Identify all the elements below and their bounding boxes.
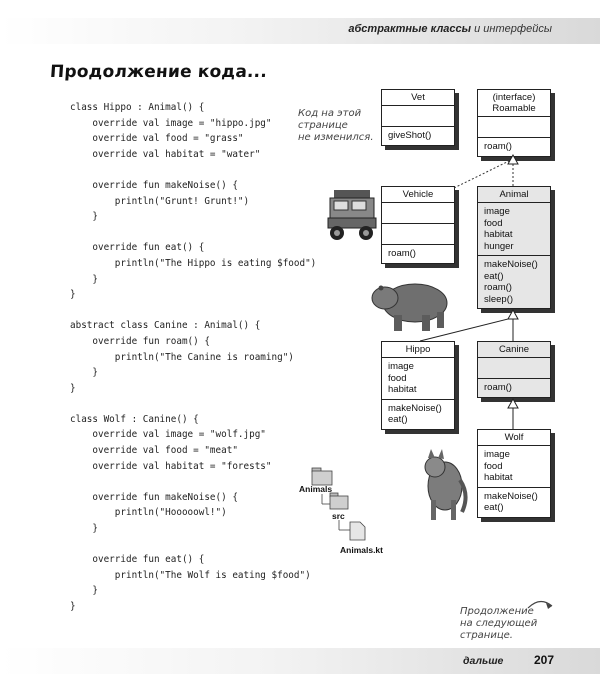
uml-wolf-name: Wolf — [478, 430, 550, 446]
code-line: override val habitat = "water" — [70, 148, 261, 160]
code-line: } — [70, 289, 76, 301]
code-line: } — [70, 273, 98, 285]
uml-animal-props: image food habitat hunger — [478, 203, 550, 256]
uml-vet-methods: giveShot() — [388, 130, 432, 141]
uml-animal-methods: makeNoise() eat() roam() sleep() — [484, 259, 538, 305]
file-icon — [350, 522, 365, 540]
note-code-unchanged: Код на этой странице не изменился. — [298, 108, 374, 143]
folder-icon — [312, 468, 332, 485]
file-animals-kt-label: Animals.kt — [340, 545, 383, 555]
code-line: } — [70, 211, 98, 223]
vehicle-implements-line — [454, 161, 509, 188]
code-line: class Wolf : Canine() { — [70, 413, 199, 425]
code-line: } — [70, 523, 98, 535]
jeep-image — [328, 190, 376, 240]
code-line: class Hippo : Animal() { — [70, 102, 205, 113]
page-number: 207 — [534, 653, 555, 667]
code-line: println("The Hippo is eating $food") — [70, 257, 317, 269]
uml-hippo-name: Hippo — [382, 342, 454, 358]
code-line: } — [70, 601, 76, 612]
footer-next-label: дальше — [463, 655, 504, 667]
uml-hippo-props: image food habitat — [382, 358, 454, 400]
uml-roamable-name: (interface) Roamable — [478, 90, 550, 117]
src-folder-icon — [330, 493, 348, 509]
uml-canine-name: Canine — [478, 342, 550, 358]
code-line: } — [70, 382, 76, 394]
code-line: override fun makeNoise() { — [70, 179, 238, 191]
code-line: override fun eat() { — [70, 242, 205, 254]
hippo-extends-line — [420, 318, 512, 341]
code-line: override fun eat() { — [70, 554, 205, 566]
uml-wolf-props: image food habitat — [478, 446, 550, 488]
canine-arrowhead — [508, 399, 518, 408]
code-line: override fun makeNoise() { — [70, 491, 238, 503]
code-line: println("Grunt! Grunt!") — [70, 195, 250, 207]
uml-vet-name: Vet — [382, 90, 454, 106]
wolf-image — [425, 449, 466, 520]
code-line: override val habitat = "forests" — [70, 460, 272, 472]
uml-hippo-methods: makeNoise() eat() — [388, 402, 442, 425]
animal-arrowhead — [508, 310, 518, 319]
code-line: } — [70, 367, 98, 379]
code-line: override val food = "grass" — [70, 133, 244, 145]
folder-animals-label: Animals — [299, 484, 333, 494]
folder-tree — [312, 468, 365, 540]
code-line: println("Hooooowl!") — [70, 507, 227, 519]
code-line: println("The Canine is roaming") — [70, 351, 294, 363]
uml-vehicle-methods: roam() — [388, 248, 416, 259]
code-line: println("The Wolf is eating $food") — [70, 569, 311, 581]
uml-canine-methods: roam() — [484, 382, 512, 393]
header-bold-text: абстрактные классы — [348, 23, 472, 35]
roamable-arrowhead — [508, 155, 518, 164]
uml-wolf-methods: makeNoise() eat() — [484, 490, 538, 513]
uml-animal-name: Animal — [478, 187, 550, 203]
code-line: override val image = "hippo.jpg" — [70, 117, 272, 129]
code-line: override val image = "wolf.jpg" — [70, 429, 266, 441]
hippo-image — [372, 284, 447, 331]
code-line: override val food = "meat" — [70, 445, 238, 457]
header-light-text: и интерфейсы — [471, 23, 552, 35]
code-line: abstract class Canine : Animal() { — [70, 320, 261, 332]
uml-vehicle-name: Vehicle — [382, 187, 454, 203]
folder-src-label: src — [332, 511, 345, 521]
code-line: } — [70, 585, 98, 597]
footer-bar — [0, 648, 600, 674]
code-line: override fun roam() { — [70, 335, 210, 347]
page-title: Продолжение кода... — [49, 62, 268, 82]
uml-roamable-methods: roam() — [484, 141, 512, 152]
note-continue: Продолжение на следующей странице. — [460, 606, 538, 641]
